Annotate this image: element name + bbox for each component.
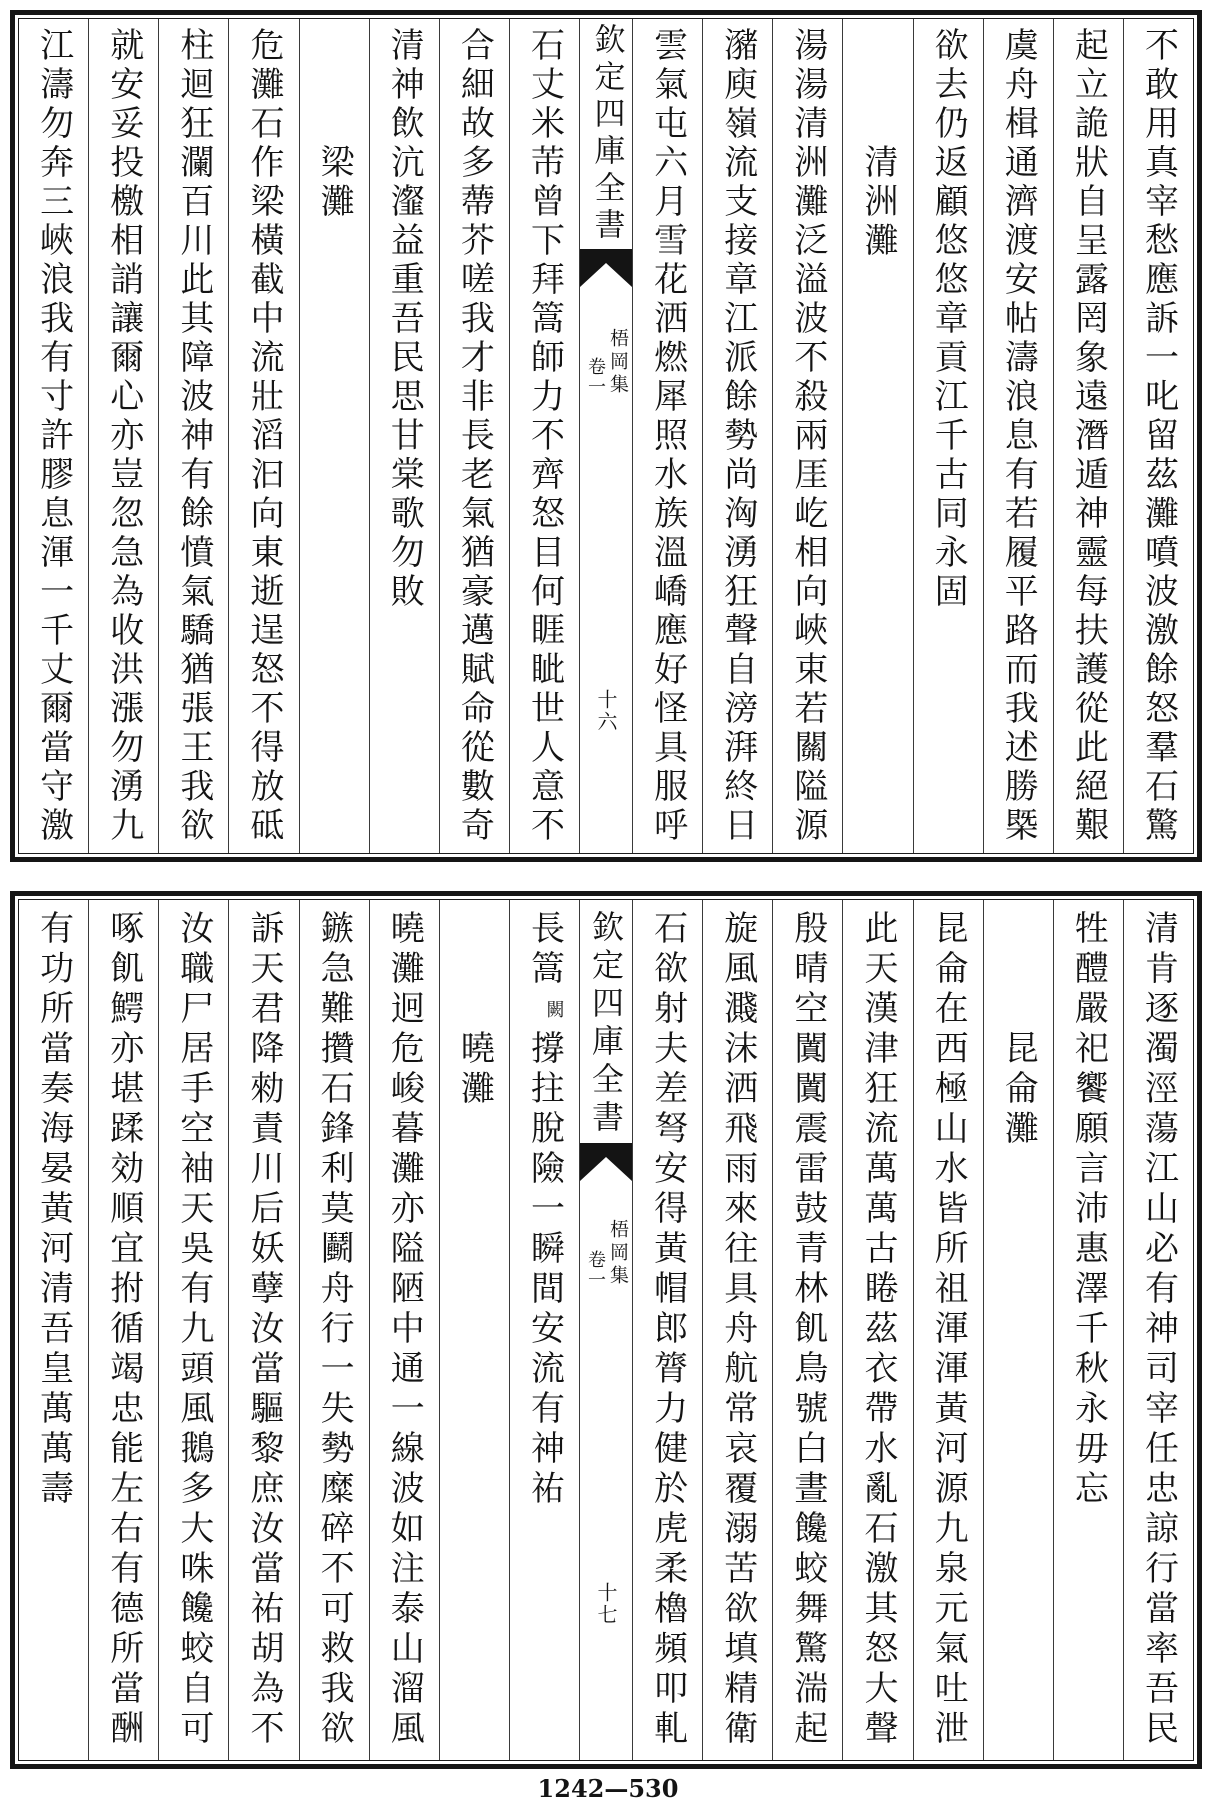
column-text: 欲去仍返顧悠悠章貢江千古同永固 (928, 27, 969, 612)
column-text: 不敢用真宰愁應訴一叱留茲灘噴波激餘怒羣石驚 (1138, 27, 1179, 846)
volume-label: 卷一 (585, 357, 606, 397)
text-column (19, 19, 88, 853)
text-column (1053, 19, 1123, 853)
volume-label: 卷一 (585, 1250, 606, 1290)
fish-tail-mark (580, 1143, 632, 1187)
lower-half-page (10, 891, 1202, 1769)
section-title: 曉灘 (454, 1030, 495, 1110)
column-text: 石丈米芾曾下拜篙師力不齊怒目何睚眦世人意不 (524, 27, 565, 846)
leaf-number: 十七 (594, 1582, 618, 1626)
column-text: 危灘石作梁橫截中流壯滔汩向東逝逞怒不得放砥 (243, 27, 284, 846)
text-column (702, 900, 772, 1760)
section-title-column (842, 19, 912, 853)
text-column (632, 900, 702, 1760)
text-column (1123, 900, 1193, 1760)
column-text: 此天漢津狂流萬萬古睠茲衣帶水亂石激其怒大聲 (857, 910, 898, 1750)
text-column (913, 900, 983, 1760)
text-column-with-lacuna (509, 900, 579, 1760)
text-column (158, 19, 228, 853)
column-text: 雲氣屯六月雪花洒燃犀照水族溫嶠應好怪具服呼 (647, 27, 688, 846)
text-column (632, 19, 702, 853)
text-column (983, 19, 1053, 853)
fish-tail-mark (580, 249, 632, 293)
text-column (299, 900, 369, 1760)
page-margin-column (579, 900, 632, 1760)
column-text: 鏃急難攢石鋒利莫鬬舟行一失勢糜碎不可救我欲 (314, 910, 355, 1750)
column-text: 就安妥投檄相誚讓爾心亦豈忽急為收洪漲勿湧九 (103, 27, 144, 846)
text-column (369, 900, 439, 1760)
text-column (509, 19, 579, 853)
section-title: 清洲灘 (857, 144, 898, 261)
text-column (439, 19, 509, 853)
column-text: 起立詭狀自呈露罔象遠潛遁神靈每扶護從此絕艱 (1068, 27, 1109, 846)
section-title-column (983, 900, 1053, 1760)
column-text-before-lacuna: 長篙 (524, 910, 565, 990)
text-column (842, 900, 912, 1760)
column-text: 牲醴嚴祀饗願言沛惠澤千秋永毋忘 (1068, 910, 1109, 1510)
column-text: 汝職尸居手空袖天吳有九頭風鵝多大咮饞蛟自可 (173, 910, 214, 1750)
text-column (228, 19, 298, 853)
text-column (228, 900, 298, 1760)
column-text: 旋風濺沫洒飛雨來往具舟航常哀覆溺苦欲填精衛 (717, 910, 758, 1750)
text-column (772, 900, 842, 1760)
column-text: 曉灘迥危峻暮灘亦隘陋中通一線波如注泰山溜風 (384, 910, 425, 1750)
text-frame (18, 899, 1194, 1761)
column-text: 瀦庾嶺流支接章江派餘勢尚洶湧狂聲自滂湃終日 (717, 27, 758, 846)
leaf-number: 十六 (594, 689, 618, 733)
collection-title: 梧岡集 (607, 1219, 629, 1288)
column-text (524, 900, 565, 1510)
column-text: 清肯逐濁涇蕩江山必有神司宰任忠諒行當率吾民 (1138, 910, 1179, 1750)
column-text: 虞舟楫通濟渡安帖濤浪息有若履平路而我述勝槩 (998, 27, 1039, 846)
text-column (369, 19, 439, 853)
column-text: 有功所當奏海晏黃河清吾皇萬萬壽 (33, 910, 74, 1510)
text-column (702, 19, 772, 853)
column-text: 湯湯清洲灘泛溢波不殺兩厓屹相向峽束若關隘源 (787, 27, 828, 846)
text-column (158, 900, 228, 1760)
text-column (913, 19, 983, 853)
page-margin-column (579, 19, 632, 853)
column-text: 江濤勿奔三峽浪我有寸許膠息渾一千丈爾當守激 (33, 27, 74, 846)
column-text: 昆侖在西極山水皆所祖渾渾黃河源九泉元氣吐泄 (928, 910, 969, 1750)
book-title: 欽定四庫全書 (587, 910, 625, 1138)
lacuna-mark: 闕 (543, 1000, 565, 1018)
column-text: 柱迴狂瀾百川此其障波神有餘憤氣驕猶張王我欲 (173, 27, 214, 846)
text-frame (18, 18, 1194, 854)
text-column (1053, 900, 1123, 1760)
text-column (1123, 19, 1193, 853)
section-title: 梁灘 (314, 144, 355, 222)
text-column (88, 19, 158, 853)
section-title: 昆侖灘 (998, 1030, 1039, 1150)
column-text: 合細故多蔕芥嗟我才非長老氣猶豪邁賦命從數奇 (454, 27, 495, 846)
column-text: 啄飢鰐亦堪蹂効順宜拊循竭忠能左右有德所當酬 (103, 910, 144, 1750)
book-title: 欽定四庫全書 (588, 23, 625, 245)
text-column (19, 900, 88, 1760)
section-title-column (299, 19, 369, 853)
text-column (88, 900, 158, 1760)
column-text-after-lacuna: 撐拄脫險一瞬間安流有神祐 (524, 1030, 565, 1510)
column-text: 石欲射夫差弩安得黃帽郎膂力健於虎柔櫓頻叩軋 (647, 910, 688, 1750)
column-text: 訴天君降勑責川后妖孽汝當驅黎庶汝當祐胡為不 (243, 910, 284, 1750)
text-column (772, 19, 842, 853)
column-text: 殷晴空闐闐震雷鼓青林飢鳥號白晝饞蛟舞驚湍起 (787, 910, 828, 1750)
upper-half-page (10, 10, 1202, 862)
column-text: 清神飲沆瀣益重吾民思甘棠歌勿敗 (384, 27, 425, 612)
section-title-column (439, 900, 509, 1760)
page-code: 1242—530 (537, 1774, 679, 1803)
collection-title: 梧岡集 (607, 328, 629, 397)
